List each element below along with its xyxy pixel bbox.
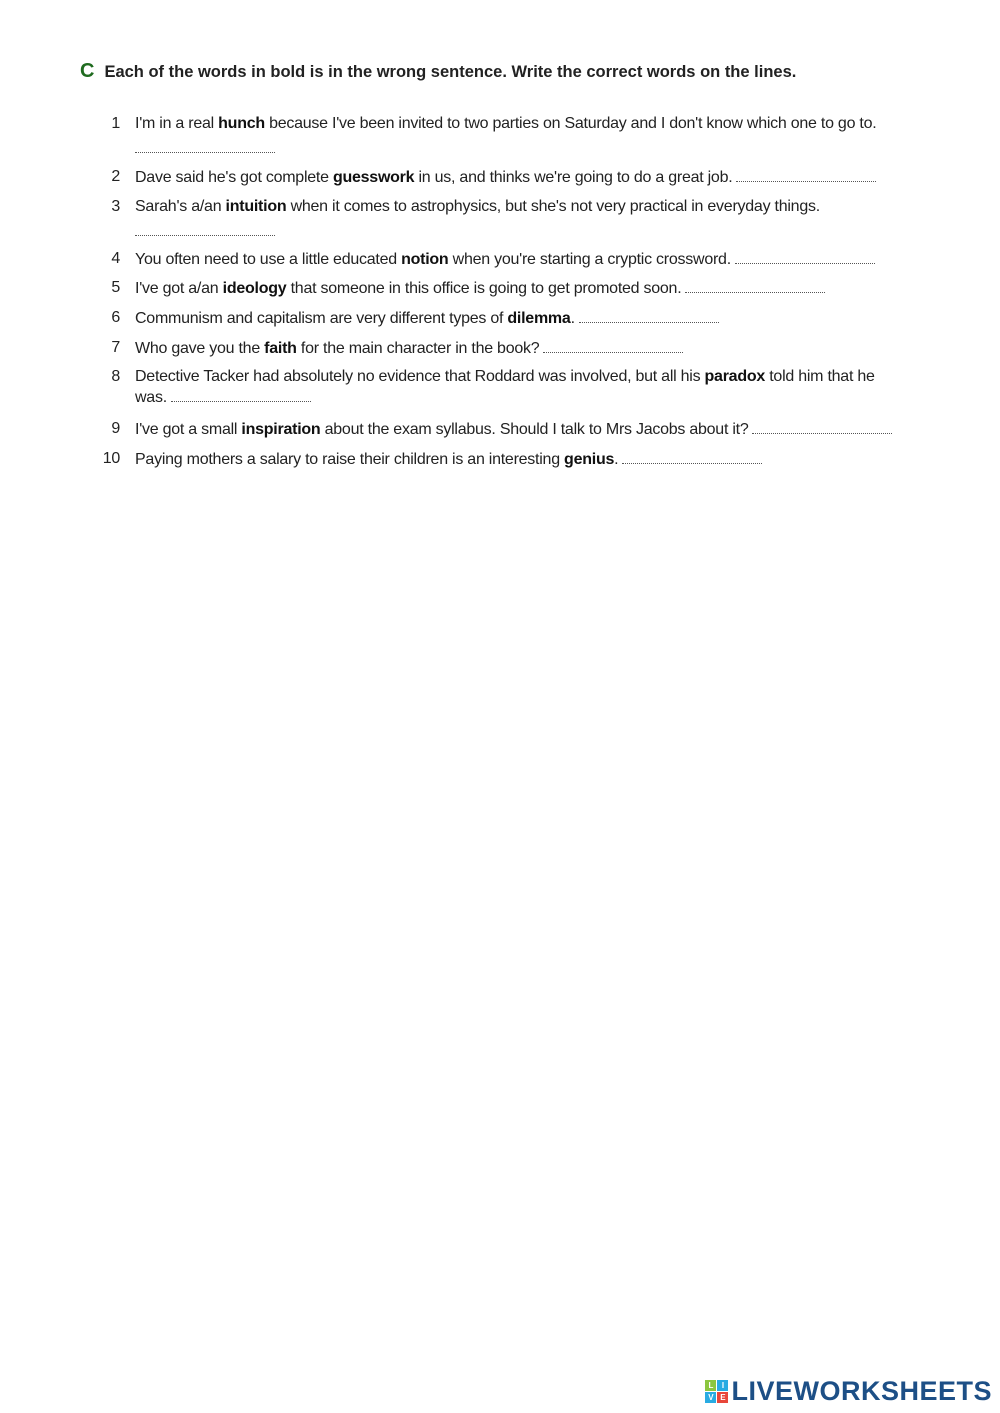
sentence-text: in us, and thinks we're going to do a great job. — [414, 169, 733, 186]
bold-word: dilemma — [507, 310, 571, 327]
bold-word: notion — [401, 251, 449, 268]
answer-blank[interactable] — [135, 221, 275, 236]
liveworksheets-logo — [705, 1376, 992, 1407]
question-number: 5 — [111, 279, 120, 296]
answer-blank[interactable] — [736, 167, 876, 182]
question-number: 2 — [111, 168, 120, 185]
sentence-text: I'm in a real — [135, 115, 219, 132]
answer-blank[interactable] — [622, 449, 762, 464]
answer-blank[interactable] — [543, 338, 683, 353]
sentence-text: about the exam syllabus. Should I talk to Mrs Jacobs about it? — [320, 421, 749, 438]
answer-blank[interactable] — [735, 249, 875, 264]
question-number: 8 — [111, 368, 120, 385]
sentence-text: Paying mothers a salary to raise their children is an interesting — [135, 451, 565, 468]
sentence-text: for the main character in the book? — [296, 340, 540, 357]
bold-word: inspiration — [241, 421, 321, 438]
answer-blank[interactable] — [135, 138, 275, 153]
bold-word: intuition — [225, 198, 287, 215]
bold-word: paradox — [704, 368, 766, 385]
sentence-text: that someone in this office is going to get promoted soon. — [286, 280, 682, 297]
question-number: 6 — [111, 309, 120, 326]
sentence-text: Detective Tacker had absolutely no evidence that Roddard was involved, but all his — [135, 368, 705, 385]
answer-blank[interactable] — [685, 278, 825, 293]
sentence-text: I've got a/an — [135, 280, 223, 297]
bold-word: hunch — [218, 115, 265, 132]
sentence-text: . — [614, 451, 619, 468]
question-number: 9 — [111, 420, 120, 437]
bold-word: genius — [564, 451, 615, 468]
exercise-header — [80, 60, 796, 83]
question-number: 4 — [111, 250, 120, 267]
sentence-text: . — [570, 310, 575, 327]
question-number: 7 — [111, 339, 120, 356]
question-number: 1 — [111, 115, 120, 132]
sentence-text: when you're starting a cryptic crossword. — [448, 251, 731, 268]
section-letter: C — [80, 60, 95, 82]
sentence-text: because I've been invited to two parties on Saturday and I don't know which one to go to. — [264, 115, 877, 132]
sentence-text: You often need to use a little educated — [135, 251, 402, 268]
sentence-text: when it comes to astrophysics, but she's not very practical in everyday things. — [286, 198, 820, 215]
logo-badge-icon: L I V E — [705, 1380, 728, 1403]
sentence-text: Who gave you the — [135, 340, 265, 357]
question-number: 10 — [102, 450, 120, 467]
sentence-text: told him that he was. — [135, 368, 875, 406]
sentence-text: Communism and capitalism are very different types of — [135, 310, 508, 327]
sentence-text: I've got a small — [135, 421, 242, 438]
bold-word: guesswork — [332, 169, 415, 186]
instruction-text: Each of the words in bold is in the wrong sentence. Write the correct words on the lines. — [104, 63, 797, 81]
sentence-text: Sarah's a/an — [135, 198, 226, 215]
answer-blank[interactable] — [171, 387, 311, 402]
question-number: 3 — [111, 198, 120, 215]
answer-blank[interactable] — [579, 308, 719, 323]
logo-text: LIVEWORKSHEETS — [731, 1376, 992, 1406]
bold-word: faith — [264, 340, 297, 357]
bold-word: ideology — [222, 280, 287, 297]
answer-blank[interactable] — [752, 419, 892, 434]
sentence-text: Dave said he's got complete — [135, 169, 333, 186]
